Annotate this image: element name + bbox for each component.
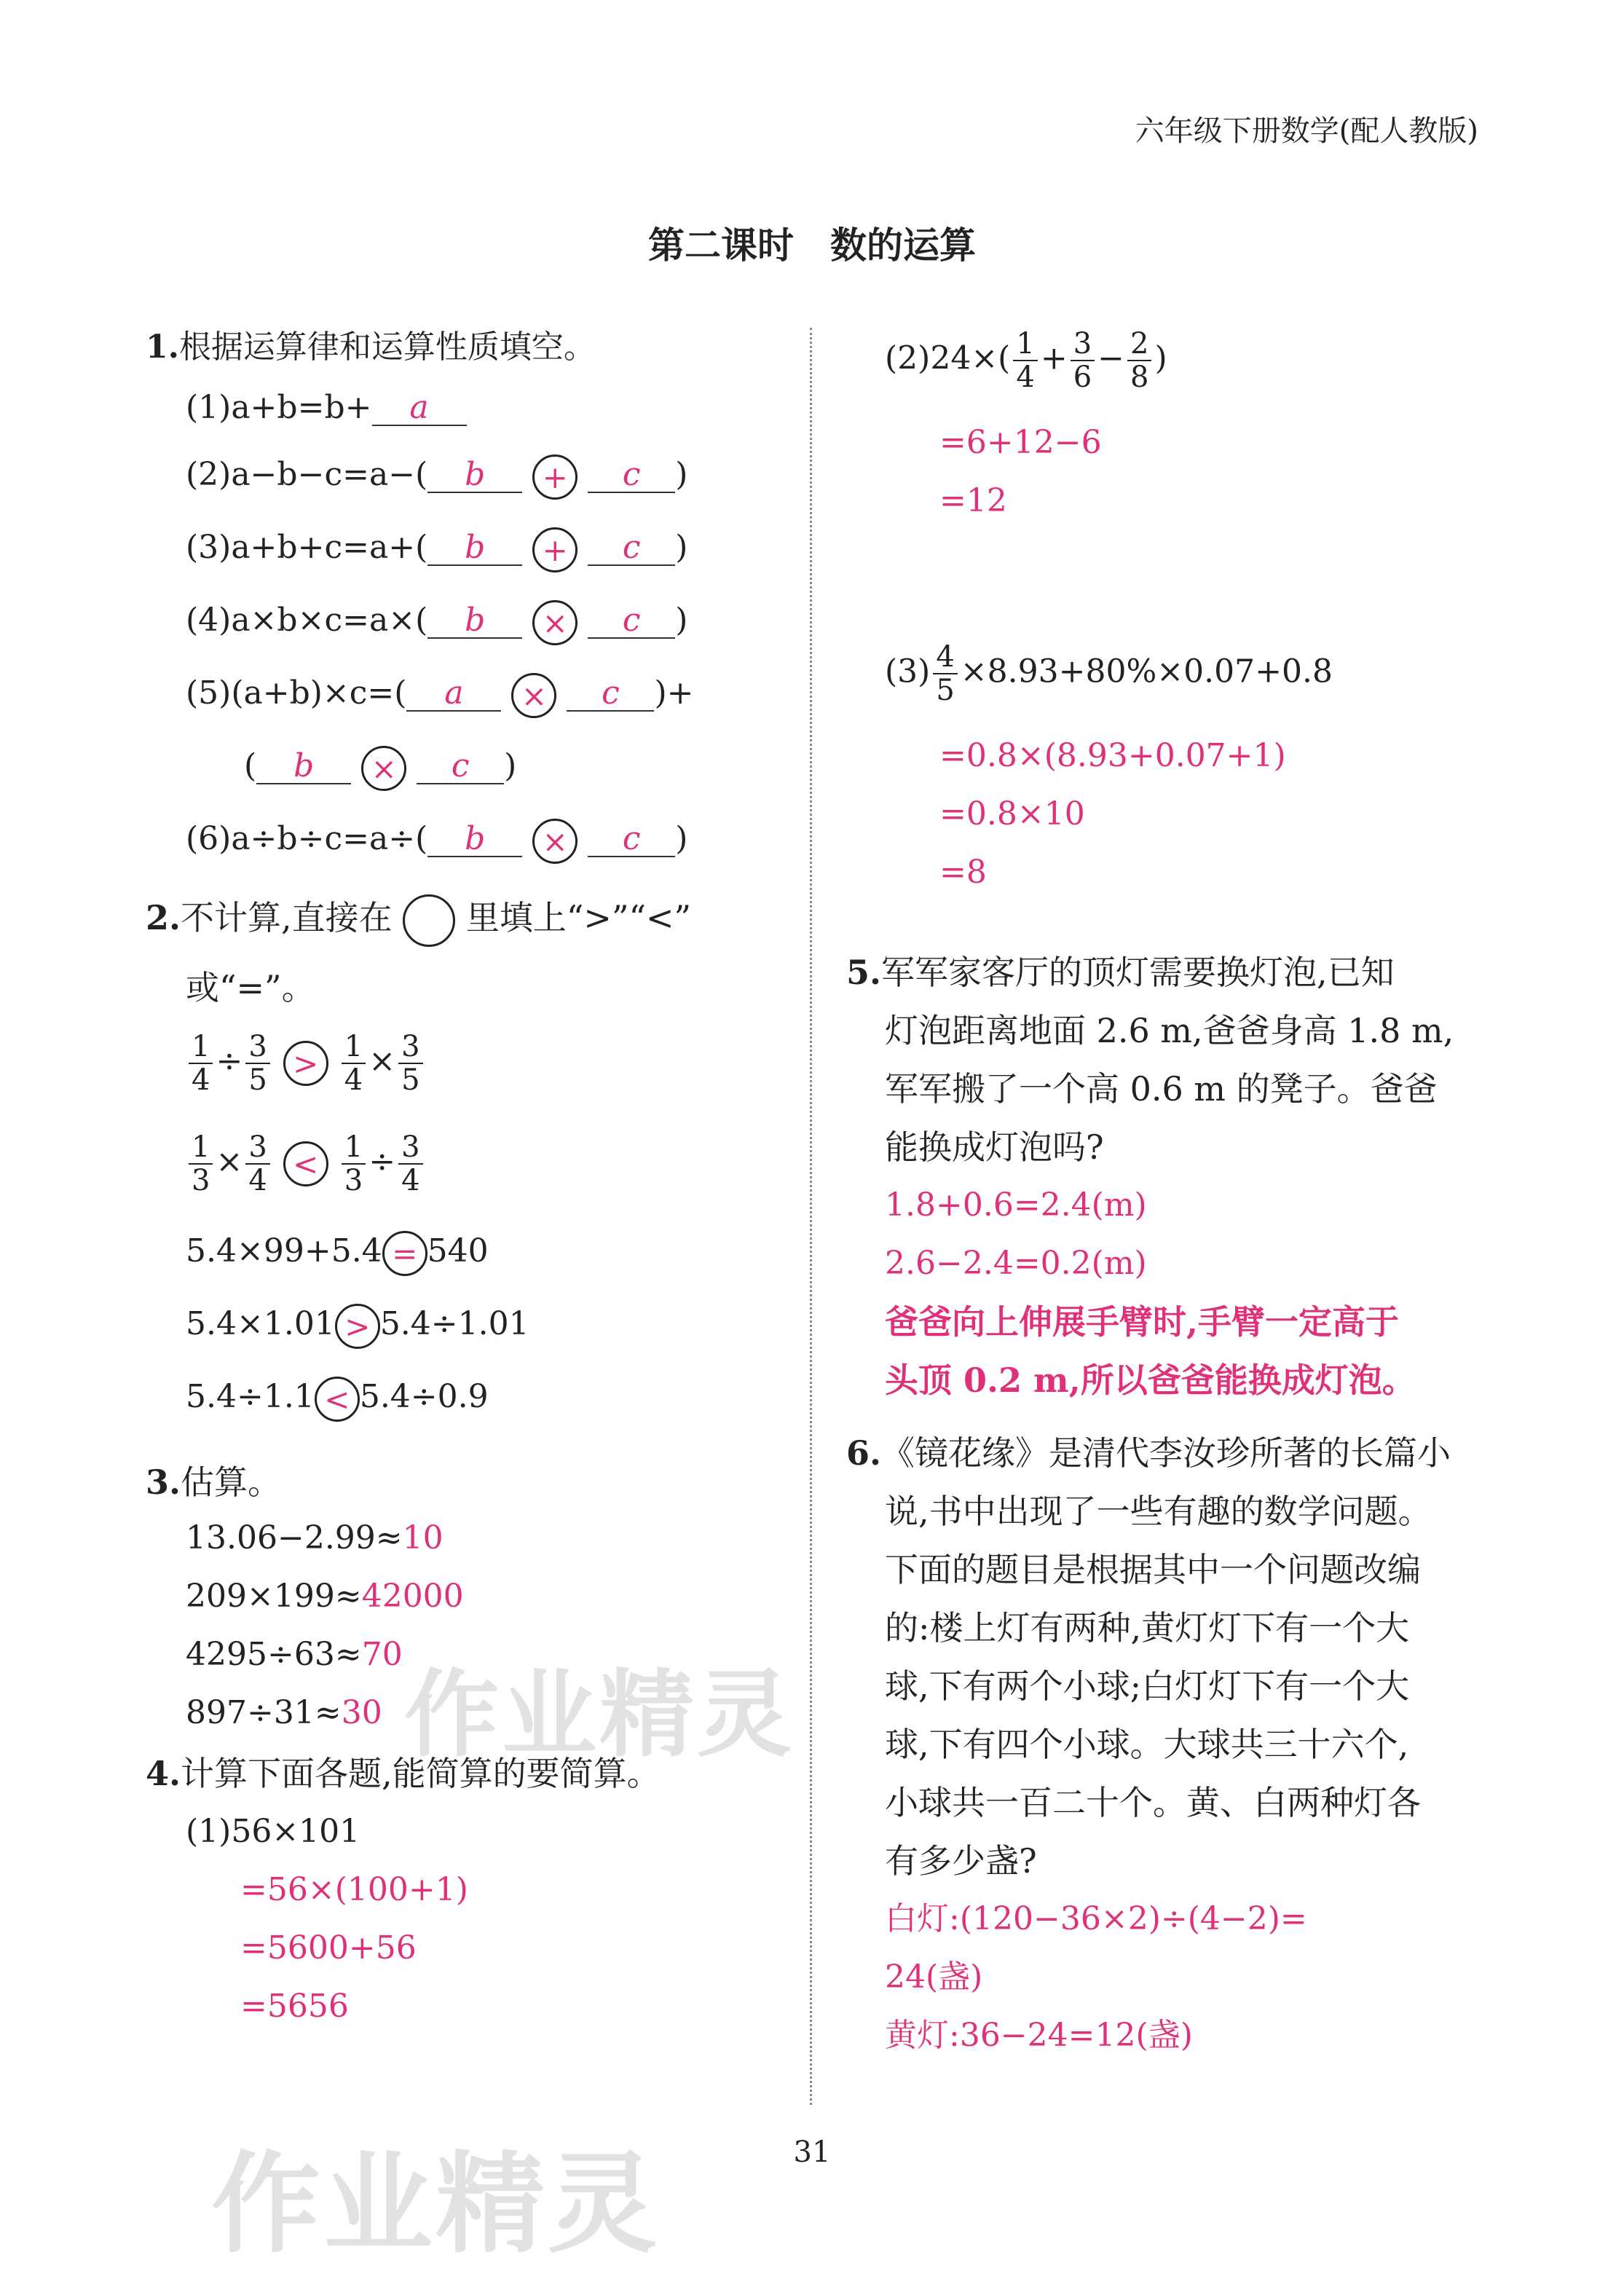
- q1-item-3: [186, 526, 687, 572]
- q1-item-2-close: ): [675, 456, 688, 493]
- q2-r4-answer-circle: >: [335, 1304, 380, 1349]
- q1-item-2-blank-1: b: [427, 458, 522, 493]
- q1-item-3-blank-2: c: [588, 531, 675, 566]
- q6-line-6: 球,下有四个小球。大球共三十六个,: [885, 1725, 1409, 1764]
- q1-item-4-blank-1: b: [427, 604, 522, 639]
- q1-item-6-circle: ×: [532, 819, 578, 864]
- q1-item-1-expr: (1)a+b=b+: [186, 389, 372, 426]
- q2-r2-answer-circle: <: [283, 1141, 328, 1186]
- q1-item-2: [186, 453, 687, 500]
- q1-item-2-expr: (2)a−b−c=a−(: [186, 456, 428, 493]
- q1-item-5b-close: ): [504, 747, 517, 784]
- q2-row-2: [186, 1131, 426, 1197]
- q4-text: 计算下面各题,能简算的要简算。: [181, 1754, 661, 1793]
- q1-item-5b-blank-2: c: [417, 749, 504, 784]
- header-subject: 六年级下册数学(配人教版): [1135, 114, 1478, 148]
- q2-r1-op2: ×: [368, 1042, 396, 1080]
- q2-r5-answer-circle: <: [315, 1377, 360, 1422]
- q1-item-2-blank-2: c: [588, 458, 675, 493]
- q5-line-4: 能换成灯泡吗?: [885, 1127, 1104, 1167]
- q3-item-2-expr: 209×199≈: [186, 1578, 362, 1615]
- q3-heading: [146, 1460, 281, 1504]
- q2-empty-circle: [403, 894, 455, 947]
- q6-answer-2: 24(盏): [885, 1959, 983, 1996]
- q2-row-4: [186, 1302, 529, 1349]
- q1-item-6: [186, 817, 687, 864]
- q1-item-4-close: ): [675, 602, 688, 639]
- q1-item-4-blank-2: c: [588, 604, 675, 639]
- q5-line-2: 灯泡距离地面 2.6 m,爸爸身高 1.8 m,: [885, 1011, 1454, 1050]
- q6-answer-1: 白灯:(120−36×2)÷(4−2)=: [885, 1900, 1307, 1937]
- q2-r2-op: ×: [216, 1143, 243, 1181]
- q2-r2-frac-2: $\frac{3}{4}$: [245, 1131, 269, 1197]
- q1-item-3-circle: +: [532, 527, 578, 572]
- q2-r1-frac-1: $\frac{1}{4}$: [189, 1031, 213, 1096]
- q2-label: 2.: [146, 898, 181, 937]
- q2-r3-right: 540: [427, 1232, 489, 1269]
- column-divider: [810, 328, 812, 2105]
- q1-item-6-blank-2: c: [588, 822, 675, 857]
- q4-p2-pre: (2)24×(: [885, 339, 1011, 377]
- q5-answer-2: 2.6−2.4=0.2(m): [885, 1245, 1147, 1282]
- q5-text-1: 军军家客厅的顶灯需要换灯泡,已知: [881, 953, 1395, 992]
- q3-item-2-answer: 42000: [361, 1578, 464, 1615]
- q1-item-4: [186, 599, 687, 645]
- q4-p3-frac: $\frac{4}{5}$: [933, 641, 957, 706]
- q3-item-2: [186, 1575, 464, 1618]
- q2-r2-frac-1: $\frac{1}{3}$: [189, 1131, 213, 1197]
- q1-item-5-expr: (5)(a+b)×c=(: [186, 674, 407, 712]
- q1-item-6-expr: (6)a÷b÷c=a÷(: [186, 820, 428, 857]
- q5-answer-1: 1.8+0.6=2.4(m): [885, 1186, 1147, 1224]
- q1-item-5b-open: (: [244, 747, 257, 784]
- q3-item-1-answer: 10: [402, 1519, 444, 1556]
- q4-p2-frac-2: $\frac{3}{6}$: [1071, 328, 1095, 393]
- q3-item-4-answer: 30: [341, 1694, 382, 1731]
- q3-item-1: [186, 1516, 444, 1560]
- page-title: 第二课时 数的运算: [648, 224, 976, 267]
- q4-p3-step-1: =0.8×(8.93+0.07+1): [939, 737, 1286, 774]
- q2-text-c: 或“=”。: [186, 968, 315, 1007]
- q4-p2-step-2: =12: [939, 482, 1007, 519]
- q1-item-5b-circle: ×: [361, 746, 406, 791]
- q3-item-3: [186, 1633, 403, 1677]
- q6-text-1: 《镜花缘》是清代李汝珍所著的长篇小: [881, 1433, 1451, 1473]
- q1-item-1: [186, 386, 467, 430]
- q1-heading: [146, 326, 596, 369]
- page-number: 31: [793, 2135, 831, 2169]
- q5-label: 5.: [846, 953, 882, 992]
- q1-item-4-expr: (4)a×b×c=a×(: [186, 602, 428, 639]
- q4-p3-pre: (3): [885, 653, 931, 690]
- q3-item-4: [186, 1691, 382, 1735]
- q2-r3-answer-circle: =: [382, 1231, 427, 1276]
- q3-item-3-answer: 70: [361, 1636, 403, 1673]
- q5-conclusion-1: 爸爸向上伸展手臂时,手臂一定高于: [885, 1302, 1400, 1342]
- watermark-bottom: 作业精灵: [211, 2141, 661, 2268]
- q2-r2-op2: ÷: [368, 1143, 396, 1181]
- q4-p3-rest: ×8.93+80%×0.07+0.8: [960, 653, 1333, 690]
- q1-item-1-blank: a: [372, 391, 467, 426]
- q2-r1-frac-4: $\frac{3}{5}$: [398, 1031, 422, 1096]
- q1-item-5-circle: ×: [511, 673, 556, 718]
- q3-text: 估算。: [181, 1463, 282, 1502]
- q6-line-8: 有多少盏?: [885, 1841, 1037, 1881]
- q1-item-6-blank-1: b: [427, 822, 522, 857]
- q4-p2-frac-1: $\frac{1}{4}$: [1013, 328, 1037, 393]
- q4-p2-step-1: =6+12−6: [939, 424, 1102, 461]
- q4-label: 4.: [146, 1754, 181, 1793]
- q2-r3-left: 5.4×99+5.4: [186, 1232, 382, 1269]
- q1-item-3-blank-1: b: [427, 531, 522, 566]
- q6-line-2: 说,书中出现了一些有趣的数学问题。: [885, 1492, 1432, 1531]
- q2-row-1: [186, 1031, 426, 1096]
- q2-r4-left: 5.4×1.01: [186, 1305, 335, 1342]
- q2-r1-frac-2: $\frac{3}{5}$: [245, 1031, 269, 1096]
- q4-p2-post: ): [1154, 339, 1167, 377]
- q4-p3-expr: [885, 641, 1333, 706]
- watermark-middle: 作业精灵: [404, 1659, 795, 1770]
- q6-line-1: [846, 1431, 1451, 1475]
- q3-item-4-expr: 897÷31≈: [186, 1694, 342, 1731]
- q6-answer-3: 黄灯:36−24=12(盏): [885, 2017, 1193, 2054]
- q6-line-4: 的:楼上灯有两种,黄灯灯下有一个大: [885, 1608, 1410, 1648]
- q1-item-5b-blank-1: b: [256, 749, 351, 784]
- q2-r1-frac-3: $\frac{1}{4}$: [342, 1031, 366, 1096]
- q5-line-1: [846, 950, 1395, 994]
- q1-item-5-close: )+: [654, 674, 694, 712]
- q6-line-5: 球,下有两个小球;白灯灯下有一个大: [885, 1666, 1410, 1706]
- q4-p1-step-2: =5600+56: [240, 1929, 417, 1967]
- q1-item-4-circle: ×: [532, 600, 578, 645]
- q2-r5-left: 5.4÷1.1: [186, 1378, 315, 1415]
- q4-p3-step-2: =0.8×10: [939, 795, 1085, 832]
- q6-line-7: 小球共一百二十个。黄、白两种灯各: [885, 1783, 1421, 1822]
- q4-p2-expr: (2)24×( $\frac{1}{4}$ + $\frac{3}{6}$ − $\frac{2}{8}$ ): [885, 327, 1167, 394]
- q1-text: 根据运算律和运算性质填空。: [178, 328, 596, 366]
- q1-item-5: [186, 672, 694, 718]
- q1-item-5-blank-2: c: [567, 677, 654, 712]
- q2-r4-right: 5.4÷1.01: [379, 1305, 529, 1342]
- q1-item-2-circle: +: [532, 454, 578, 500]
- q6-label: 6.: [846, 1433, 882, 1473]
- q2-r2-frac-4: $\frac{3}{4}$: [398, 1131, 422, 1197]
- q4-p1-expr: (1)56×101: [186, 1813, 360, 1850]
- q2-row-3: [186, 1229, 489, 1276]
- q2-r2-frac-3: $\frac{1}{3}$: [342, 1131, 366, 1197]
- q4-p1-step-3: =5656: [240, 1988, 349, 2025]
- q2-text-a: 不计算,直接在: [181, 898, 393, 937]
- q1-item-3-expr: (3)a+b+c=a+(: [186, 529, 428, 566]
- q4-p1-step-1: =56×(100+1): [240, 1871, 468, 1908]
- q2-heading: [146, 894, 691, 947]
- q2-r1-answer-circle: >: [283, 1041, 328, 1086]
- q2-row-5: [186, 1375, 489, 1422]
- q1-item-3-close: ): [675, 529, 688, 566]
- q3-item-3-expr: 4295÷63≈: [186, 1636, 362, 1673]
- q2-text-b: 里填上“>”“<”: [465, 898, 692, 937]
- q1-item-5b: [244, 744, 516, 791]
- q2-r5-right: 5.4÷0.9: [359, 1378, 489, 1415]
- q3-item-1-expr: 13.06−2.99≈: [186, 1519, 403, 1556]
- q1-item-6-close: ): [675, 820, 688, 857]
- q1-label: 1.: [146, 328, 179, 366]
- q5-conclusion-2: 头顶 0.2 m,所以爸爸能换成灯泡。: [885, 1361, 1416, 1400]
- q6-line-3: 下面的题目是根据其中一个问题改编: [885, 1550, 1421, 1589]
- q3-label: 3.: [146, 1463, 181, 1502]
- q4-p2-frac-3: $\frac{2}{8}$: [1127, 328, 1151, 393]
- q4-p3-step-3: =8: [939, 854, 987, 891]
- q1-item-5-blank-1: a: [406, 677, 501, 712]
- q5-line-3: 军军搬了一个高 0.6 m 的凳子。爸爸: [885, 1069, 1438, 1109]
- q2-r1-op: ÷: [216, 1042, 243, 1080]
